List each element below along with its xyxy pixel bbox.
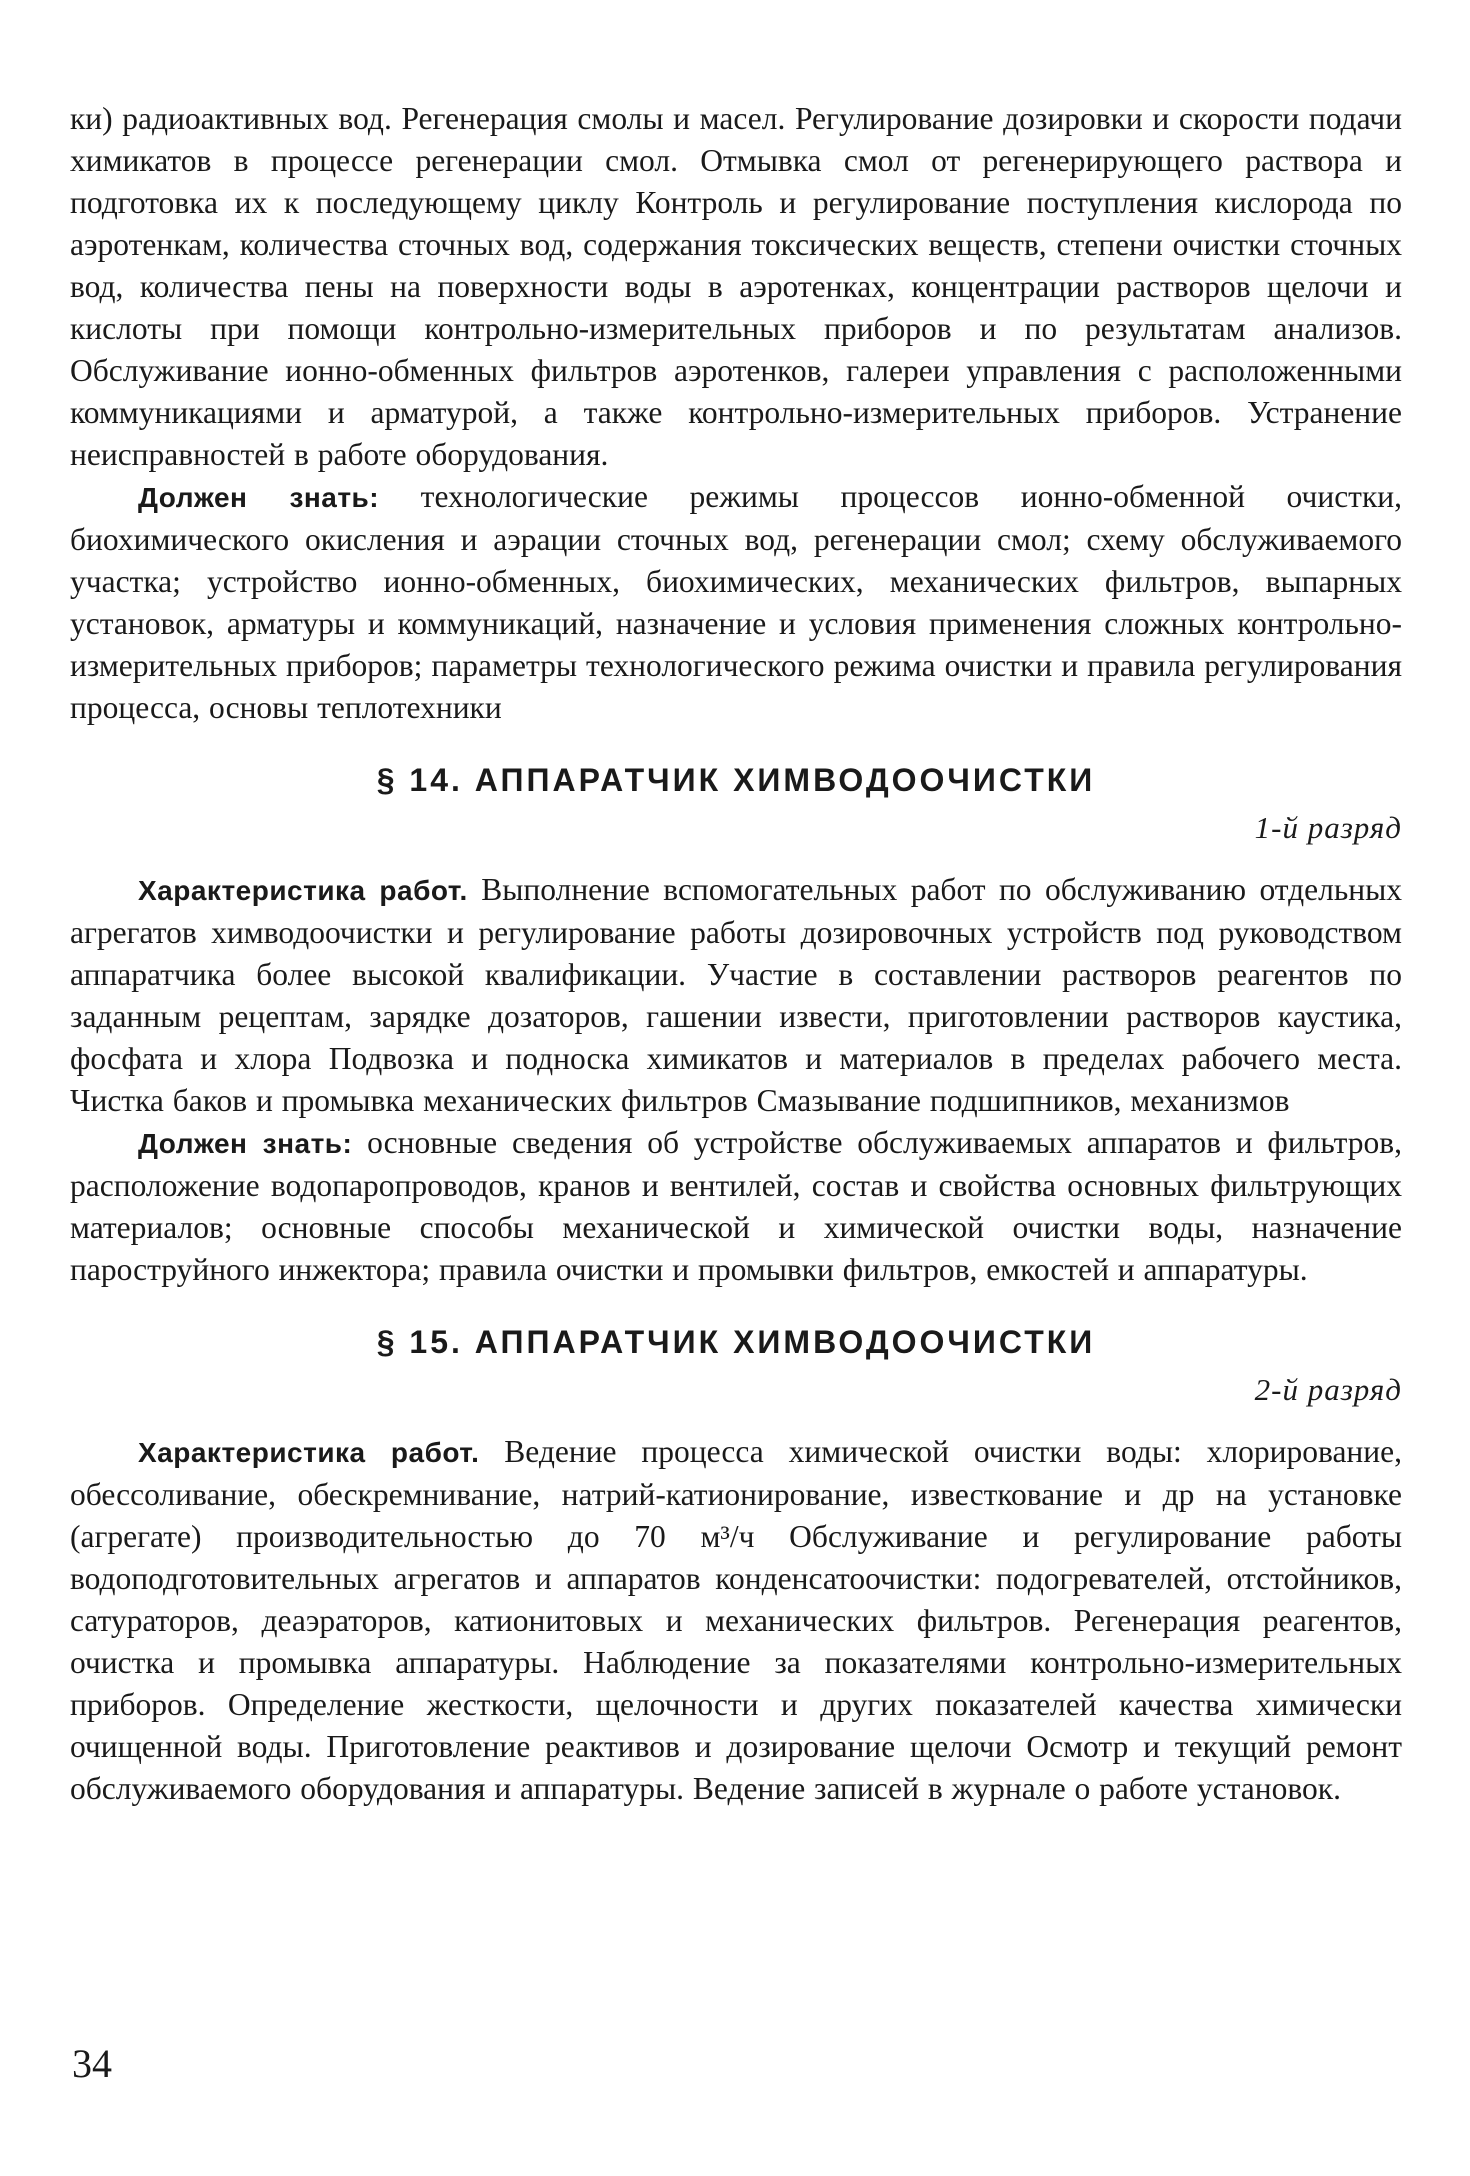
page-number: 34 bbox=[72, 2041, 112, 2086]
section-14-work-paragraph bbox=[70, 869, 1402, 1122]
section-14-grade: 1-й разряд bbox=[1254, 810, 1402, 845]
page-body bbox=[70, 98, 1402, 1810]
section-14-knowledge-paragraph bbox=[70, 1122, 1402, 1291]
work-label: Характеристика работ. bbox=[138, 1437, 480, 1468]
knowledge-text: основные сведения об устройстве обслуживаемых аппаратов и фильтров, расположение водопаропроводов, кранов и вентилей, состав и свойства основных фильтрующих материалов; основные способы механической и химической очистки воды, назначение пароструйного инжектора; правила очистки и промывки фильтров, емкостей и аппаратуры. bbox=[70, 1125, 1402, 1287]
work-text: Выполнение вспомогательных работ по обслуживанию отдельных агрегатов химводоочистки и регулирование работы дозировочных устройств под руководством аппаратчика более высокой квалификации. Участие в составлении растворов реагентов по заданным рецептам, зарядке дозаторов, гашении извести, приготовлении растворов каустика, фосфата и хлора Подвозка и подноска химикатов и материалов в пределах рабочего места. Чистка баков и промывка механических фильтров Смазывание подшипников, механизмов bbox=[70, 872, 1403, 1118]
section-15-title: § 15. АППАРАТЧИК ХИМВОДООЧИСТКИ bbox=[376, 1324, 1096, 1360]
continuation-text: ки) радиоактивных вод. Регенерация смолы и масел. Регулирование дозировки и скорости подачи химикатов в процессе регенерации смол. Отмывка смол от регенерирующего раствора и подготовка их к последующему циклу Контроль и регулирование поступления кислорода по аэротенкам, количества сточных вод, содержания токсических веществ, степени очистки сточных вод, количества пены на поверхности воды в аэротенках, концентрации растворов щелочи и кислоты при помощи контрольно-измерительных приборов и по результатам анализов. Обслуживание ионно-обменных фильтров аэротенков, галереи управления с расположенными коммуникациями и арматурой, а также контрольно-измерительных приборов. Устранение неисправностей в работе оборудования. bbox=[70, 101, 1402, 472]
section-15-work-paragraph bbox=[70, 1431, 1402, 1810]
knowledge-text: технологические режимы процессов ионно-обменной очистки, биохимического окисления и аэрации сточных вод, регенерации смол; схему обслуживаемого участка; устройство ионно-обменных, биохимических, механических фильтров, выпарных установок, арматуры и коммуникаций, назначение и условия применения сложных контрольно-измерительных приборов; параметры технологического режима очистки и правила регулирования процесса, основы теплотехники bbox=[70, 479, 1402, 725]
continuation-paragraph bbox=[70, 98, 1402, 476]
work-text: Ведение процесса химической очистки воды: хлорирование, обессоливание, обескремнивание, натрий-катионирование, известкование и др на установке (агрегате) производительностью до 70 м³/ч Обслуживание и регулирование работы водоподготовительных агрегатов и аппаратов конденсатоочистки: подогревателей, отстойников, сатураторов, деаэраторов, катионитовых и механических фильтров. Регенерация реагентов, очистка и промывка аппаратуры. Наблюдение за показателями контрольно-измерительных приборов. Определение жесткости, щелочности и других показателей качества химически очищенной воды. Приготовление реактивов и дозирование щелочи Осмотр и текущий ремонт обслуживаемого оборудования и аппаратуры. Ведение записей в журнале о работе установок. bbox=[70, 1434, 1402, 1806]
knowledge-label: Должен знать: bbox=[138, 1128, 353, 1159]
knowledge-label: Должен знать: bbox=[138, 482, 380, 513]
continuation-knowledge-paragraph bbox=[70, 476, 1402, 729]
section-14-title: § 14. АППАРАТЧИК ХИМВОДООЧИСТКИ bbox=[376, 762, 1096, 798]
work-label: Характеристика работ. bbox=[138, 875, 468, 906]
section-15-grade: 2-й разряд bbox=[1254, 1372, 1402, 1407]
